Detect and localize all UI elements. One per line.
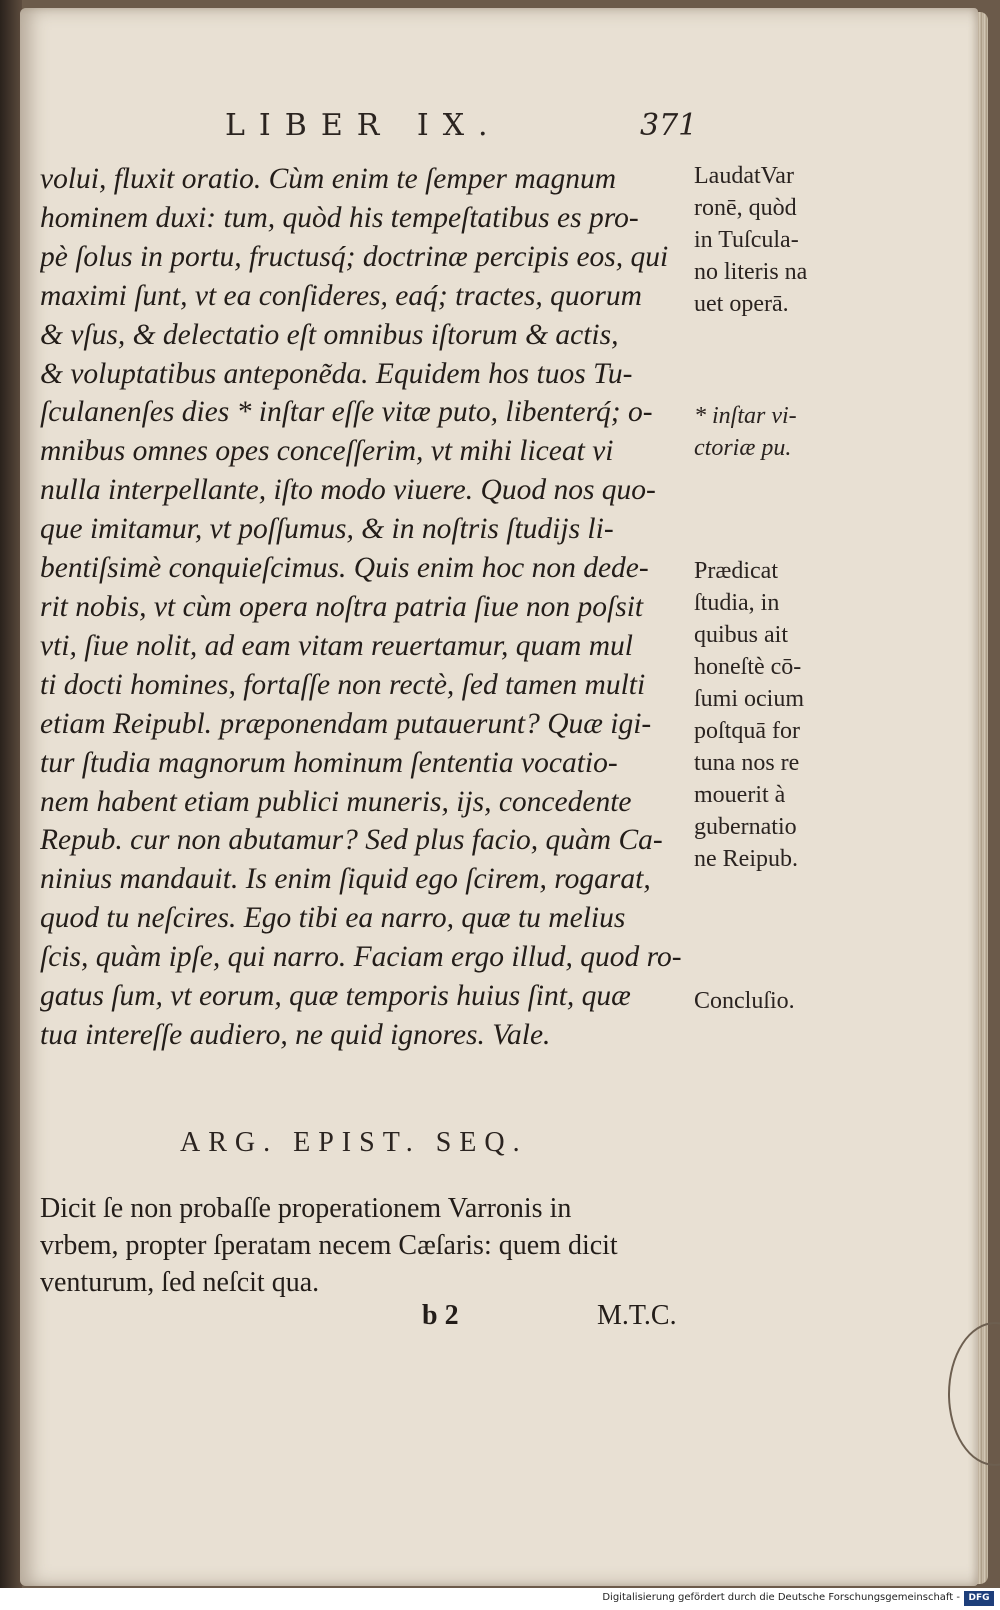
margin-line: ctoriæ pu. bbox=[694, 435, 792, 461]
argument-text bbox=[40, 1190, 710, 1301]
text-line: tur ſtudia magnorum hominum ſententia vocatio- bbox=[40, 746, 618, 779]
margin-line: mouerit à bbox=[694, 782, 786, 808]
text-line: maximi ſunt, vt ea conſideres, eaq́; tractes, quorum bbox=[40, 279, 642, 312]
text-line: ſculanenſes dies * inſtar eſſe vitæ puto, libenterq́; o- bbox=[40, 396, 653, 429]
letter-body bbox=[40, 160, 700, 1055]
text-line: etiam Reipubl. præponendam putauerunt? Quæ igi- bbox=[40, 707, 652, 740]
text-line: gatus ſum, vt eorum, quæ temporis huius ſint, quæ bbox=[40, 980, 631, 1013]
margin-line: poſtquā for bbox=[694, 718, 800, 744]
text-line: quod tu neſcires. Ego tibi ea narro, quæ tu melius bbox=[40, 902, 626, 935]
margin-line: quibus ait bbox=[694, 622, 788, 648]
text-line: rit nobis, vt cùm opera noſtra patria ſiue non poſsit bbox=[40, 590, 644, 623]
argument-line: venturum, ſed neſcit qua. bbox=[40, 1267, 320, 1298]
margin-line: Concluſio. bbox=[694, 988, 795, 1014]
text-line: bentiſsimè conquieſcimus. Quis enim hoc non dede- bbox=[40, 552, 649, 585]
margin-line: honeſtè cō- bbox=[694, 654, 802, 680]
text-line: hominem duxi: tum, quòd his tempeſtatibus es pro- bbox=[40, 201, 639, 234]
margin-line: ſumi ocium bbox=[694, 686, 804, 712]
margin-line: tuna nos re bbox=[694, 750, 800, 776]
margin-line: uet operā. bbox=[694, 291, 789, 317]
margin-line: in Tuſcula- bbox=[694, 227, 799, 253]
text-line: ti docti homines, fortaſſe non rectè, ſed tamen multi bbox=[40, 668, 646, 701]
text-line: ſcis, quàm ipſe, qui narro. Faciam ergo illud, quod ro- bbox=[40, 941, 682, 974]
text-line: tua intereſſe audiero, ne quid ignores. Vale. bbox=[40, 1018, 551, 1051]
text-line: Repub. cur non abutamur? Sed plus facio, quàm Ca- bbox=[40, 824, 663, 857]
footer-credit: Digitalisierung gefördert durch die Deutsche Forschungsgemeinschaft - bbox=[602, 1592, 960, 1603]
signature-mark: b 2 bbox=[422, 1300, 459, 1331]
marginal-note-instar bbox=[694, 400, 854, 464]
book-gutter-shadow bbox=[0, 0, 22, 1588]
running-title: LIBER IX. bbox=[225, 108, 502, 143]
text-line: vti, ſiue nolit, ad eam vitam reuertamur, quam mul bbox=[40, 629, 633, 662]
text-line: & vſus, & delectatio eſt omnibus iſtorum & actis, bbox=[40, 318, 619, 351]
text-line: nem habent etiam publici muneris, ijs, concedente bbox=[40, 785, 632, 818]
margin-line: Prædicat bbox=[694, 558, 778, 584]
argument-line: Dicit ſe non probaſſe properationem Varronis in bbox=[40, 1193, 572, 1224]
marginal-note-laudat bbox=[694, 160, 854, 320]
text-line: pè ſolus in portu, fructusq́; doctrinæ percipis eos, qui bbox=[40, 240, 669, 273]
marginal-note-conclusio bbox=[694, 985, 854, 1017]
argument-heading: ARG. EPIST. SEQ. bbox=[180, 1127, 528, 1158]
margin-line: ſtudia, in bbox=[694, 590, 780, 616]
margin-line: * inſtar vi- bbox=[694, 403, 797, 429]
margin-line: ronē, quòd bbox=[694, 195, 797, 221]
dfg-logo-icon: DFG bbox=[964, 1591, 994, 1606]
page-number: 371 bbox=[640, 108, 698, 143]
catchword: M.T.C. bbox=[597, 1300, 677, 1331]
text-line: & voluptatibus antepone͂da. Equidem hos tuos Tu- bbox=[40, 357, 633, 390]
margin-line: ne Reipub. bbox=[694, 846, 798, 872]
argument-line: vrbem, propter ſperatam necem Cæſaris: quem dicit bbox=[40, 1230, 618, 1261]
text-line: volui, fluxit oratio. Cùm enim te ſemper magnum bbox=[40, 163, 616, 195]
marginal-note-praedicat bbox=[694, 555, 854, 875]
text-line: nulla interpellante, iſto modo viuere. Quod nos quo- bbox=[40, 474, 656, 507]
digitization-footer bbox=[0, 1588, 1000, 1610]
margin-line: gubernatio bbox=[694, 814, 797, 840]
margin-line: no literis na bbox=[694, 259, 808, 285]
text-line: ninius mandauit. Is enim ſiquid ego ſcirem, rogarat, bbox=[40, 863, 651, 896]
text-line: mnibus omnes opes conceſſerim, vt mihi liceat vi bbox=[40, 435, 614, 468]
margin-line: LaudatVar bbox=[694, 163, 794, 189]
text-line: que imitamur, vt poſſumus, & in noſtris ſtudijs li- bbox=[40, 513, 614, 546]
